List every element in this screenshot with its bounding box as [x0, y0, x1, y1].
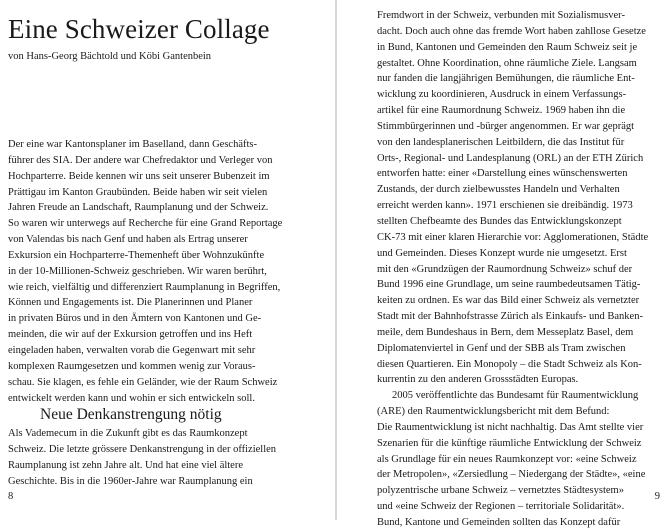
text-line: So waren wir unterwegs auf Recherche für eine Grand Reportage [8, 218, 283, 230]
text-line: erreicht werden kann». 1971 erschienen sie dreibändig. 1973 [377, 200, 633, 212]
text-line: als Grundlage für ein neues Raumkonzept vor: «eine Schweiz [377, 453, 637, 465]
text-line: Bund 1996 eine Grundlage, um seine raumbedeutsamen Tätig- [377, 279, 641, 291]
text-line: komplexen Raumgesetzen und kommen wenig zur Voraus- [8, 360, 256, 372]
text-line: stellten Chefbeamte des Bundes das Entwicklungskonzept [377, 215, 622, 227]
text-line: Schweiz. Die letzte grössere Denkanstrengung in der offiziellen [8, 443, 277, 455]
text-line: dacht. Doch auch ohne das fremde Wort haben zahllose Gesetze [377, 25, 646, 37]
page-number-right: 9 [654, 491, 660, 502]
text-line: Raumplanung ist zehn Jahre alt. Und hat eine viel ältere [8, 459, 244, 471]
text-line: wicklung zu koordinieren, Ausdruck in einem Verfassungs- [377, 89, 627, 101]
text-line: Prättigau im Kanton Graubünden. Beide haben wir seit vielen [8, 186, 268, 198]
text-line: Bund, Kantone und Gemeinden sollten das Konzept dafür [377, 517, 621, 528]
text-line: Szenarien für die künftige räumliche Entwicklung der Schweiz [377, 437, 642, 449]
text-line: wie reich, vielfältig und differenziert Raumplanung in Begriffen, [8, 281, 281, 293]
text-line: von Valendas bis nach Genf und haben als Ertrag unserer [8, 234, 248, 246]
text-line: Diplomatenviertel in Genf und der SBB als Tram zwischen [377, 342, 626, 354]
text-line: und Gemeinden. Dieses Konzept wurde nie umgesetzt. Erst [377, 247, 627, 259]
text-line: Als Vademecum in die Zukunft gibt es das Raumkonzept [8, 428, 248, 439]
text-line: von den landesplanerischen Leitbildern, die das Institut für [377, 136, 625, 148]
text-line: 2005 veröffentlichte das Bundesamt für Raumentwicklung [392, 390, 639, 402]
text-line: polyzentrische urbane Schweiz – vernetztes Städtesystem» [377, 485, 624, 497]
text-line: Geschichte. Bis in die 1960er-Jahre war Raumplanung ein [8, 475, 253, 487]
text-line: entwickelt werden kann und wohin er sich entwickeln soll. [8, 392, 255, 404]
byline: von Hans-Georg Bächtold und Köbi Gantenbein [8, 51, 212, 62]
section-paragraph [8, 426, 276, 489]
text-line: in der 10-Millionen-Schweiz geschrieben. Wir waren berührt, [8, 265, 267, 277]
text-line: gestaltet. Ohne Koordination, ohne räumliche Ziele. Langsam [377, 57, 637, 69]
text-line: der Metropolen», «Zersiedlung – Niedergang der Städte», «eine [377, 469, 646, 481]
text-line: meile, dem Bundeshaus in Bern, dem Messeplatz Basel, dem [377, 326, 634, 338]
text-line: Jahren Freude an Landschaft, Raumplanung und der Schweiz. [8, 202, 269, 214]
text-line: Exkursion ein Hochparterre-Themenheft über Wohnzukünfte [8, 249, 265, 261]
text-line: Die Raumentwicklung ist nicht nachhaltig. Das Amt stellte vier [377, 421, 644, 433]
text-line: Können und Engagements ist. Die Planerinnen und Planer [8, 297, 253, 309]
text-line: Fremdwort in der Schweiz, verbunden mit Sozialismusver- [377, 10, 625, 21]
text-line: und «eine Schweiz der Regionen – territoriale Solidarität». [377, 501, 625, 513]
text-line: entworfen hatte: einer «Darstellung eines wünschenswerten [377, 168, 628, 180]
text-line: meinden, die wir auf der Exkursion getroffen und ins Heft [8, 329, 253, 341]
text-line: keiten zu ordnen. Es war das Bild einer Schweiz als vernetzter [377, 295, 640, 307]
text-line: Zustands, der durch zielbewusstes Handeln und Verhalten [377, 184, 620, 196]
text-line: kurrentin zu den anderen Grossstädten Europas. [377, 374, 579, 386]
right-page [337, 0, 672, 528]
text-line: eingeladen haben, verwalten vorab die Gegenwart mit sehr [8, 344, 256, 356]
text-line: diesen Quartieren. Ein Monopoly – die Stadt Schweiz als Kon- [377, 358, 642, 370]
text-line: Orts-, Regional- und Landesplanung (ORL) an der ETH Zürich [377, 152, 644, 164]
text-line: CK-73 mit einer klaren Hierarchie vor: Agglomerationen, Städte [377, 231, 649, 243]
left-page [0, 0, 335, 520]
text-line: nur fanden die langjährigen Bemühungen, die räumliche Ent- [377, 73, 635, 85]
article-title: Eine Schweizer Collage [8, 14, 270, 44]
right-column-text [377, 8, 648, 531]
text-line: Der eine war Kantonsplaner im Baselland, dann Geschäfts- [8, 139, 257, 150]
page-number-left: 8 [8, 491, 14, 502]
section-heading: Neue Denkanstrengung nötig [40, 406, 222, 423]
text-line: artikel für eine Raumordnung Schweiz. 1969 haben ihn die [377, 105, 626, 117]
text-line: schau. Sie klagen, es fehle ein Geländer, wie der Raum Schweiz [8, 376, 278, 388]
text-line: mit den «Grundzügen der Raumordnung Schweiz» schuf der [377, 263, 633, 275]
text-line: Stimmbürgerinnen und -bürger angenommen. Er war geprägt [377, 120, 635, 132]
text-line: (ARE) den Raumentwicklungsbericht mit dem Befund: [377, 406, 610, 418]
text-line: Stadt mit der Bahnhofstrasse Zürich als Einkaufs- und Banken- [377, 311, 643, 323]
intro-paragraph [8, 137, 282, 406]
text-line: in privaten Büros und in den Ämtern von Kantonen und Ge- [8, 313, 262, 325]
text-line: in Bund, Kantonen und Gemeinden den Raum Schweiz seit je [377, 41, 638, 53]
text-line: führer des SIA. Der andere war Chefredaktor und Verleger von [8, 154, 273, 166]
text-line: Hochparterre. Beide kennen wir uns seit unserer Bubenzeit im [8, 170, 270, 182]
